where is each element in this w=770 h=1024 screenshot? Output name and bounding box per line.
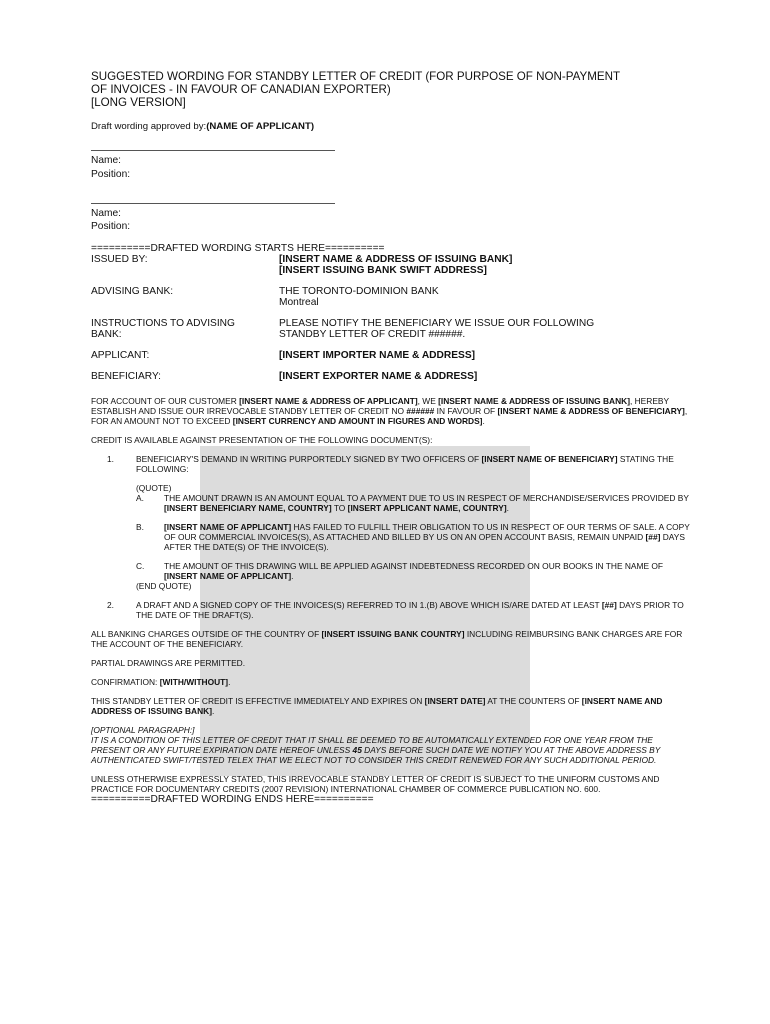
- text: .: [211, 706, 215, 717]
- text: IT IS A CONDITION OF THIS LETTER OF CREDIT THAT IT SHALL BE DEEMED TO BE AUTOMATICALLY EXTENDED FOR ONE YEAR FROM THE PRESENT OR ANY FUTURE EXPIRATION DATE HEREOF UNLESS: [91, 735, 653, 756]
- approval-applicant: (NAME OF APPLICANT): [206, 121, 315, 133]
- text: AT THE COUNTERS OF: [485, 696, 582, 707]
- instructions-label-line: INSTRUCTIONS TO ADVISING: [91, 318, 235, 330]
- signature-line: [91, 150, 335, 151]
- text: .: [482, 416, 485, 427]
- list-item: [91, 600, 691, 620]
- field-value: [INSERT IMPORTER NAME & ADDRESS]: [279, 350, 476, 362]
- placeholder-text: [INSERT NAME & ADDRESS OF APPLICANT]: [239, 396, 418, 407]
- instructions-value-line: STANDBY LETTER OF CREDIT ######.: [279, 329, 466, 341]
- issuing-bank-name: [INSERT NAME & ADDRESS OF ISSUING BANK]: [279, 254, 513, 266]
- placeholder-text: [INSERT APPLICANT NAME, COUNTRY]: [347, 503, 507, 514]
- field-instructions: [91, 318, 691, 340]
- field-value: [279, 318, 691, 340]
- position-label: Position:: [91, 168, 131, 180]
- placeholder-text: [INSERT NAME OF BENEFICIARY]: [481, 454, 618, 465]
- sub-item-text: [164, 561, 691, 581]
- sub-item-text: [164, 522, 691, 552]
- approval-prefix: Draft wording approved by:: [91, 121, 207, 133]
- sub-item: [136, 493, 691, 513]
- placeholder-text: 45: [352, 745, 362, 756]
- field-beneficiary: [91, 371, 691, 382]
- text: , FOR AN AMOUNT NOT TO EXCEED: [91, 406, 688, 427]
- placeholder-text: [WITH/WITHOUT]: [159, 677, 229, 688]
- field-label: ADVISING BANK:: [91, 286, 174, 298]
- placeholder-text: [##]: [601, 600, 617, 611]
- text: IN FAVOUR OF: [434, 406, 498, 417]
- placeholder-text: [INSERT CURRENCY AND AMOUNT IN FIGURES AND WORDS]: [232, 416, 483, 427]
- text: .: [228, 677, 231, 688]
- text: STATING THE FOLLOWING:: [136, 454, 674, 475]
- text: TO: [331, 503, 348, 514]
- placeholder-text: [INSERT NAME OF APPLICANT]: [164, 571, 292, 582]
- field-label: BENEFICIARY:: [91, 371, 162, 383]
- text: ALL BANKING CHARGES OUTSIDE OF THE COUNTRY OF: [91, 629, 322, 640]
- text: , HEREBY ESTABLISH AND ISSUE OUR IRREVOCABLE STANDBY LETTER OF CREDIT NO: [91, 396, 669, 417]
- quote-open: (QUOTE): [136, 483, 172, 494]
- text: .: [506, 503, 509, 514]
- advising-bank-name: THE TORONTO-DOMINION BANK: [279, 286, 439, 298]
- sub-item-label: A.: [136, 493, 144, 504]
- list-item: [91, 454, 691, 591]
- name-label: Name:: [91, 207, 122, 219]
- placeholder-text: [##]: [645, 532, 661, 543]
- quote-close: (END QUOTE): [136, 581, 192, 592]
- text: .: [291, 571, 294, 582]
- title-line: SUGGESTED WORDING FOR STANDBY LETTER OF CREDIT (FOR PURPOSE OF NON-PAYMENT: [91, 70, 621, 83]
- item-text: [136, 600, 691, 620]
- signature-line: [91, 203, 335, 204]
- text: , WE: [417, 396, 439, 407]
- text: FOR ACCOUNT OF OUR CUSTOMER: [91, 396, 240, 407]
- text: THIS STANDBY LETTER OF CREDIT IS EFFECTIVE IMMEDIATELY AND EXPIRES ON: [91, 696, 425, 707]
- item-text: [136, 454, 691, 591]
- optional-heading: [OPTIONAL PARAGRAPH:]: [91, 725, 195, 736]
- text: INCLUDING REIMBURSING BANK CHARGES ARE FOR THE ACCOUNT OF THE BENEFICIARY.: [91, 629, 683, 650]
- text: DAYS BEFORE SUCH DATE WE NOTIFY YOU AT THE ABOVE ADDRESS BY AUTHENTICATED SWIFT/TESTED TELEX THAT WE ELECT NOT TO CONSIDER THIS CREDIT RENEWED FOR ANY SUCH ADDITIONAL PERIOD.: [91, 745, 661, 766]
- text: BENEFICIARY'S DEMAND IN WRITING PURPORTEDLY SIGNED BY TWO OFFICERS OF: [136, 454, 482, 465]
- paragraph-optional: [91, 725, 691, 765]
- title-line: [LONG VERSION]: [91, 95, 186, 109]
- advising-bank-city: Montreal: [279, 297, 319, 309]
- sub-item-label: B.: [136, 522, 144, 533]
- paragraph-charges: [91, 629, 691, 649]
- document-title: [91, 71, 691, 109]
- placeholder-text: [INSERT NAME OF APPLICANT]: [164, 522, 292, 533]
- field-label: ISSUED BY:: [91, 254, 148, 266]
- field-advising-bank: [91, 286, 691, 308]
- paragraph-expiry: [91, 696, 691, 716]
- field-value: [279, 286, 691, 308]
- start-marker: ==========DRAFTED WORDING STARTS HERE==========: [91, 243, 385, 255]
- paragraph-partial: PARTIAL DRAWINGS ARE PERMITTED.: [91, 658, 246, 669]
- text: A DRAFT AND A SIGNED COPY OF THE INVOICES(S) REFERRED TO IN 1.(B) ABOVE WHICH IS/ARE DATED AT LEAST: [136, 600, 602, 611]
- field-label: [91, 318, 279, 340]
- field-value: [279, 254, 691, 276]
- text: THE AMOUNT OF THIS DRAWING WILL BE APPLIED AGAINST INDEBTEDNESS RECORDED ON OUR BOOKS IN THE NAME OF: [164, 561, 664, 572]
- placeholder-text: ######: [406, 406, 435, 417]
- placeholder-text: [INSERT NAME & ADDRESS OF BENEFICIARY]: [497, 406, 685, 417]
- placeholder-text: [INSERT DATE]: [424, 696, 486, 707]
- field-applicant: [91, 350, 691, 361]
- paragraph-establish: [91, 396, 691, 426]
- signature-block: [91, 154, 691, 180]
- text: DAYS PRIOR TO THE DATE OF THE DRAFT(S).: [136, 600, 684, 621]
- instructions-value-line: PLEASE NOTIFY THE BENEFICIARY WE ISSUE OUR FOLLOWING: [279, 318, 595, 330]
- item-number: 2.: [107, 600, 114, 611]
- text: HAS FAILED TO FULFILL THEIR OBLIGATION TO US IN RESPECT OF OUR TERMS OF SALE. A COPY OF OUR COMMERCIAL INVOICES(S), AS ATTACHED AND BILLED BY US ON AN OPEN ACCOUNT BASIS, REMAIN UNPAID: [164, 522, 690, 543]
- text: DAYS AFTER THE DATE(S) OF THE INVOICE(S).: [164, 532, 685, 553]
- item-number: 1.: [107, 454, 114, 465]
- instructions-label-line: BANK:: [91, 329, 122, 341]
- signature-block: [91, 207, 691, 233]
- paragraph-ucp: UNLESS OTHERWISE EXPRESSLY STATED, THIS IRREVOCABLE STANDBY LETTER OF CREDIT IS SUBJECT TO THE UNIFORM CUSTOMS AND PRACTICE FOR DOCUMENTARY CREDITS (2007 REVISION) INTERNATIONAL CHAMBER OF COMMERCE PUBLICATION NO. 600.: [91, 774, 660, 795]
- position-label: Position:: [91, 221, 131, 232]
- text: THE AMOUNT DRAWN IS AN AMOUNT EQUAL TO A PAYMENT DUE TO US IN RESPECT OF MERCHANDISE/SERVICES PROVIDED BY: [164, 493, 689, 504]
- field-value: [INSERT EXPORTER NAME & ADDRESS]: [279, 371, 478, 383]
- sub-item: [136, 561, 691, 581]
- placeholder-text: [INSERT NAME & ADDRESS OF ISSUING BANK]: [438, 396, 630, 407]
- name-label: Name:: [91, 155, 122, 167]
- document-page: [91, 71, 691, 805]
- placeholder-text: [INSERT BENEFICIARY NAME, COUNTRY]: [164, 503, 332, 514]
- sub-item: [136, 522, 691, 552]
- text: CONFIRMATION:: [91, 677, 160, 688]
- end-marker: ==========DRAFTED WORDING ENDS HERE==========: [91, 794, 374, 806]
- placeholder-text: [INSERT NAME AND ADDRESS OF ISSUING BANK]: [91, 696, 663, 717]
- paragraph-confirmation: [91, 677, 691, 687]
- title-line: OF INVOICES - IN FAVOUR OF CANADIAN EXPORTER): [91, 82, 391, 96]
- field-issued-by: [91, 254, 691, 276]
- paragraph-documents: CREDIT IS AVAILABLE AGAINST PRESENTATION OF THE FOLLOWING DOCUMENT(S):: [91, 435, 433, 446]
- approval-line: [91, 121, 691, 133]
- credit-body: [91, 396, 691, 794]
- issuing-bank-swift: [INSERT ISSUING BANK SWIFT ADDRESS]: [279, 265, 487, 277]
- placeholder-text: [INSERT ISSUING BANK COUNTRY]: [321, 629, 465, 640]
- sub-item-label: C.: [136, 561, 145, 572]
- field-label: APPLICANT:: [91, 350, 150, 362]
- sub-item-text: [164, 493, 691, 513]
